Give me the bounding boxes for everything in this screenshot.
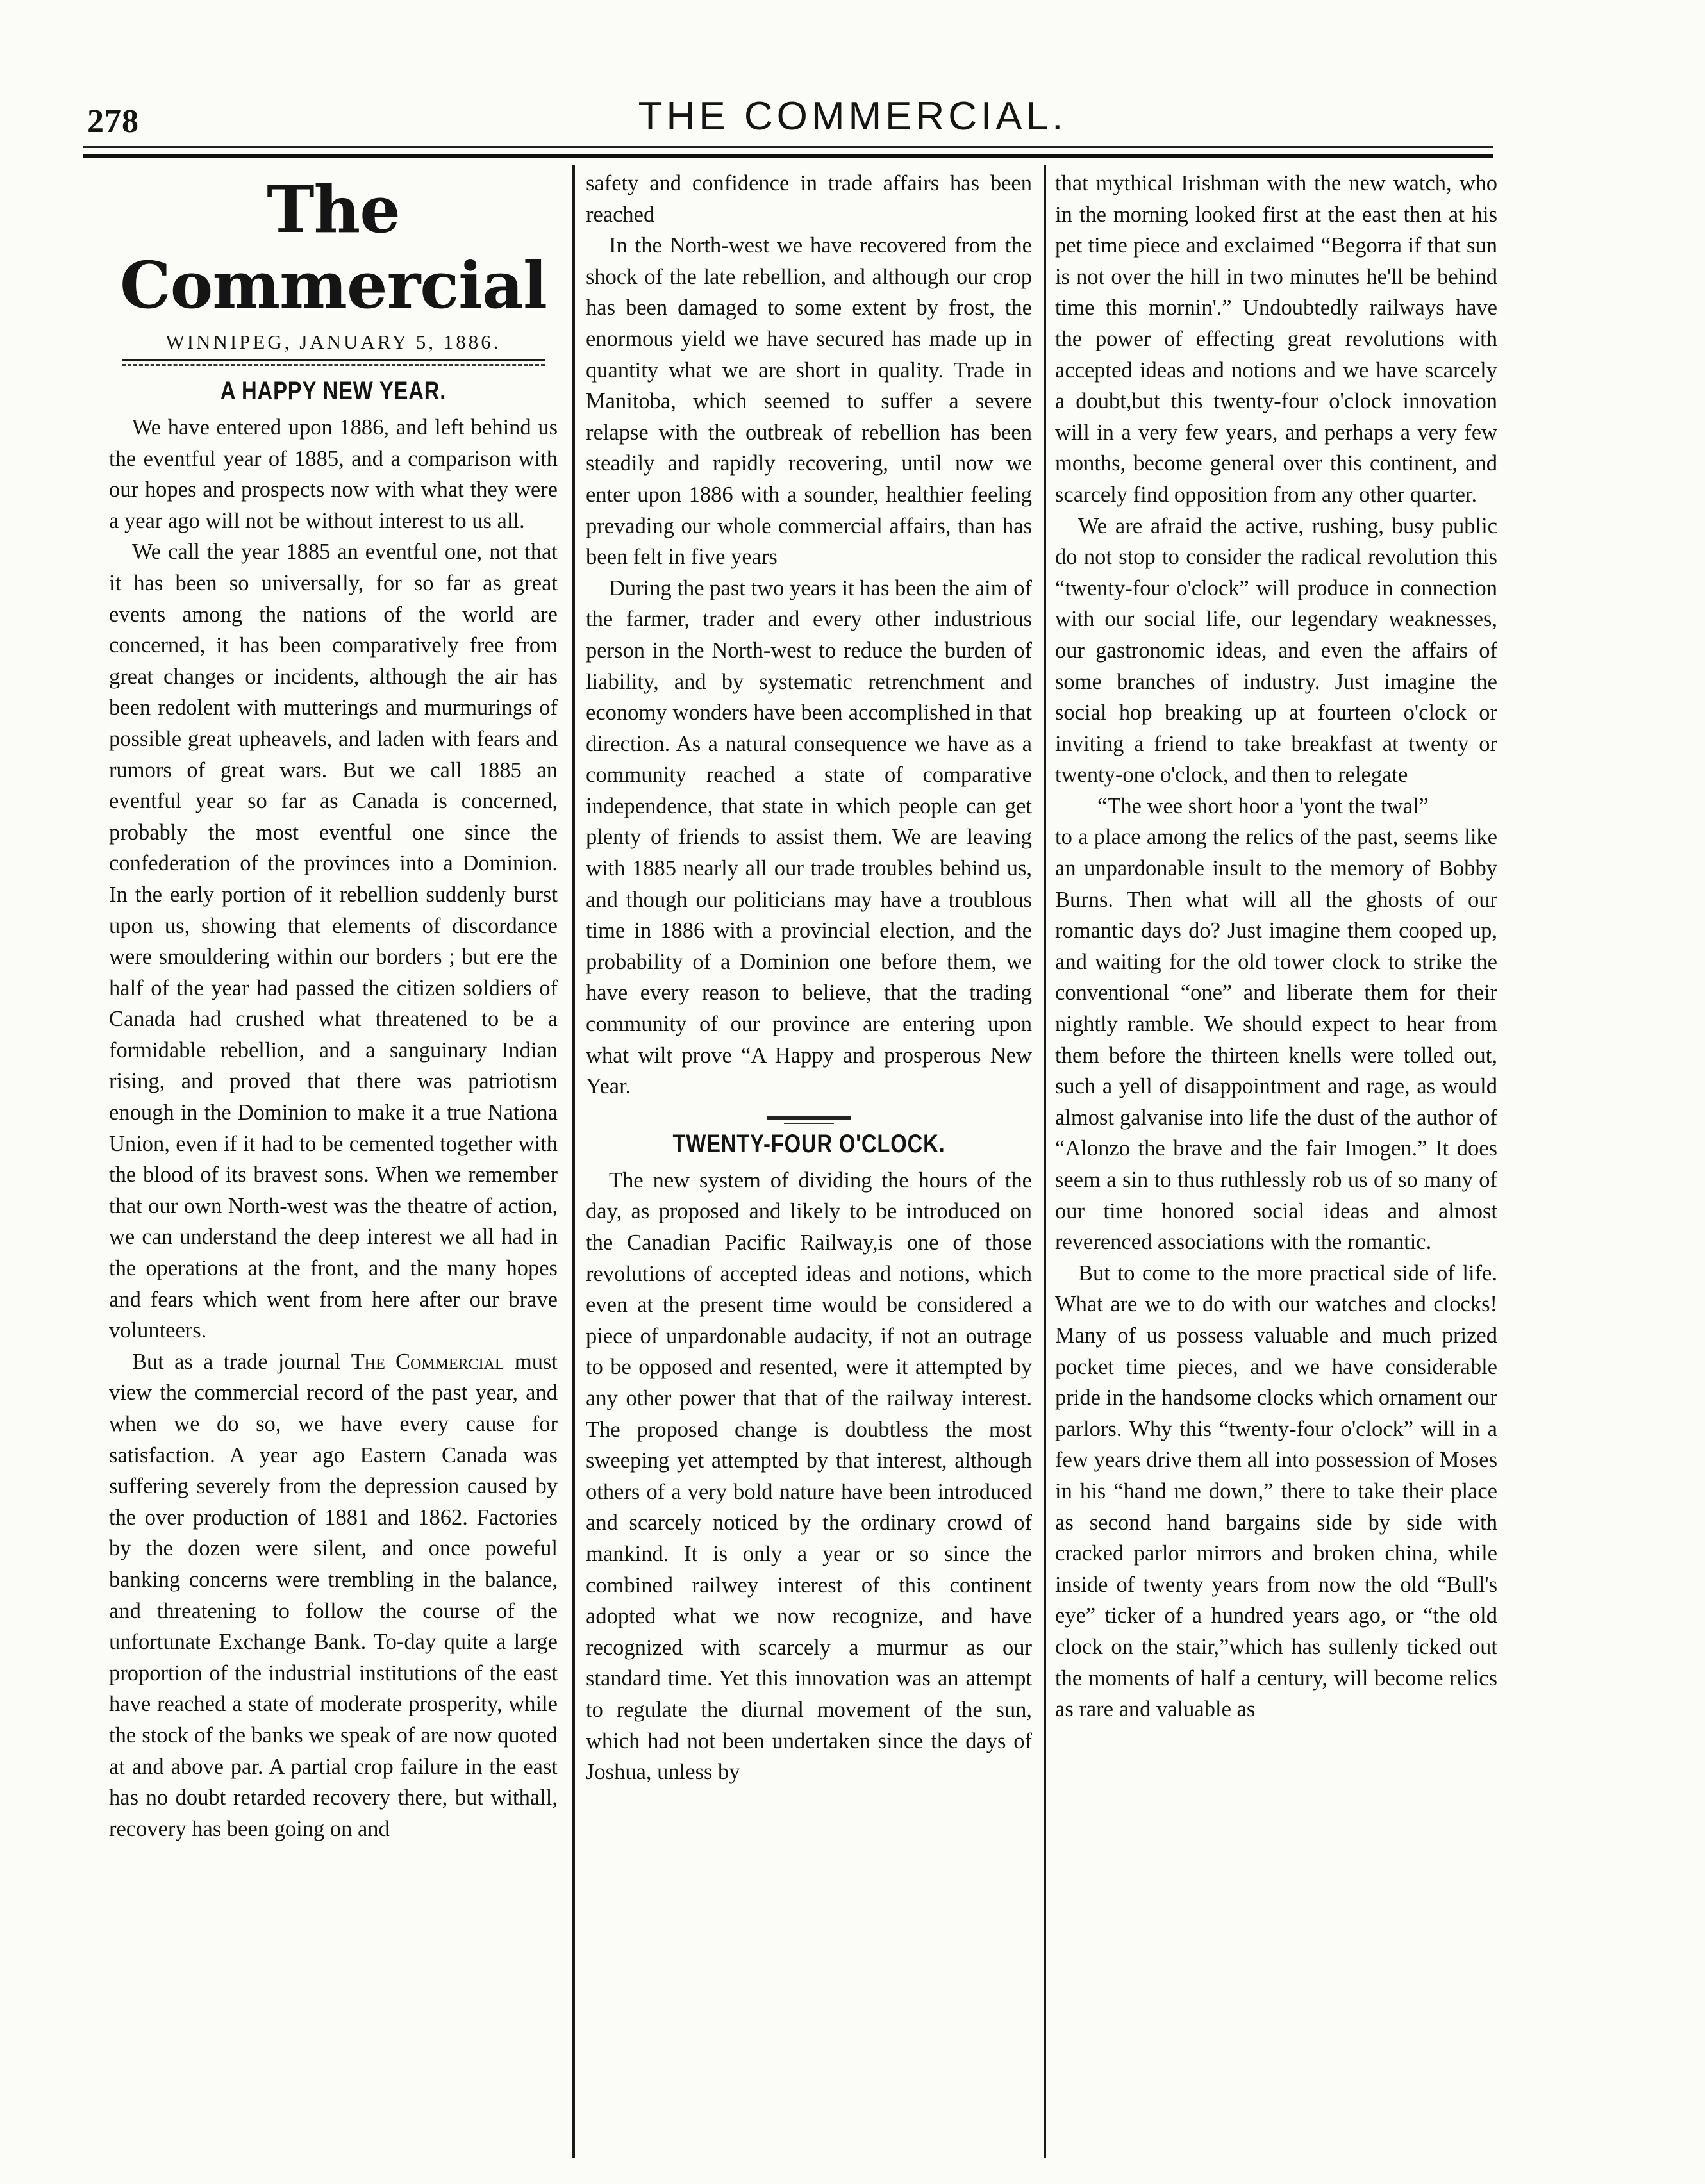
paragraph: We call the year 1885 an eventful one, not that it has been so universally, for so far as great events among the nations of the world are concerned, it has been comparatively free from great changes or incidents, although the air has been redolent with mutterings and murmurings of possible great upheavels, and laden with fears and rumors of great wars. But we call 1885 an eventful year so far as Canada is concerned, probably the most eventful one since the confederation of the provinces into a Dominion. In the early portion of it rebellion suddenly burst upon us, showing that elements of discordance were smouldering within our borders ; but ere the half of the year had passed the citizen soldiers of Canada had crushed what threatened to be a formidable rebellion, and a sanguinary Indian rising, and proved that there was patriotism enough in the Dominion to make it a true Nationa Union, even if it had to be cemented together with the blood of its bravest sons. When we remember that our own North-west was the theatre of action, we can understand the deep interest we all had in the operations at the front, and the many hopes and fears which went from here after our brave volunteers.	[109, 540, 558, 1343]
paragraph-continued: to a place among the relics of the past, seems like an unpardonable insult to the memory of Bobby Burns. Then what will all the ghosts of our romantic days do? Just imagine them cooped up, and waiting for the old tower clock to strike the conventional “one” and liberate them for their nightly ramble. We should expect to hear from them before the thirteen knells were tolled out, such a yell of disappointment and rage, as would almost galvanise into life the dust of the author of “Alonzo the brave and the fair Imogen.” It does seem a sin to thus ruthlessly rob us of so many of our time honored social ideas and almost reverenced associations with the romantic.	[1055, 825, 1497, 1255]
header-rule	[83, 146, 1493, 148]
column-divider	[1044, 165, 1046, 2158]
paragraph: The new system of dividing the hours of the day, as proposed and likely to be introduced on the Canadian Pacific Railway,is one of those revolutions of accepted ideas and notions, which even at the present time would be considered a piece of unpardonable audacity, if not an outrage to be opposed and resented, were it attempted by any other power that that of the railway interest. The proposed change is doubtless the most sweeping yet attempted by that interest, although others of a very bold nature have been introduced and scarcely noticed by the ordinary crowd of mankind. It is only a year or so since the combined railwey interest of this continent adopted what we now recognize, and have recognized with scarcely a murmur as our standard time. Yet this innovation was an attempt to regulate the diurnal movement of the sun, which had not been undertaken since the days of Joshua, unless by	[586, 1168, 1032, 1785]
article-headline: A HAPPY NEW YEAR.	[220, 377, 447, 405]
column-1	[109, 168, 558, 1844]
paragraph: We are afraid the active, rushing, busy public do not stop to consider the radical revolution this “twenty-four o'clock” will produce in connection with our social life, our legendary weaknesses, our gastronomic ideas, and even the affairs of some branches of industry. Just imagine the social hop breaking up at fourteen o'clock or inviting a friend to take breakfast at twenty or twenty-one o'clock, and then to relegate	[1055, 513, 1497, 788]
column-2	[586, 168, 1032, 1788]
column-divider	[572, 165, 575, 2158]
text-run: must view the commercial record of the past year, and when we do so, we have every cause for satisfaction. A year ago Eastern Canada was suffering severely from the depression caused by the over production of 1881 and 1862. Factories by the dozen were silent, and once poweful banking concerns were trembling in the balance, and threatening to follow the course of the unfortunate Exchange Bank. To-day quite a large proportion of the industrial institutions of the east have reached a state of moderate prosperity, while the stock of the banks we speak of are now quoted at and above par. A partial crop failure in the east has no doubt retarded recovery there, but withall, recovery has been going on and	[109, 1349, 558, 1841]
masthead-title: The Commercial	[120, 172, 547, 323]
quotation: “The wee short hoor a 'yont the twal”	[1097, 793, 1429, 818]
paragraph: We have entered upon 1886, and left behind us the eventful year of 1885, and a comparison with our hopes and prospects now with what they were a year ago will not be without interest to us all.	[109, 415, 558, 533]
paragraph-continued: safety and confidence in trade affairs has been reached	[586, 171, 1032, 227]
paragraph: During the past two years it has been the aim of the farmer, trader and every other industrious person in the North-west to reduce the burden of liability, and by systematic retrenchment and economy wonders have been accomplished in that direction. As a natural consequence we have as a community reached a state of comparative independence, that state in which people can get plenty of friends to assist them. We are leaving with 1885 nearly all our trade troubles behind us, and though our politicians may have a troublous time in 1886 with a provincial election, and the probability of a Dominion one before them, we have every reason to believe, that the trading community of our province are entering upon what wilt prove “A Happy and prosperous New Year.	[586, 575, 1032, 1099]
dateline: WINNIPEG, JANUARY 5, 1886.	[122, 329, 545, 361]
running-title: THE COMMERCIAL.	[638, 94, 1067, 138]
header-rule-thick	[83, 154, 1493, 158]
article-headline: TWENTY-FOUR O'CLOCK.	[672, 1129, 945, 1158]
paragraph: But to come to the more practical side of life. What are we to do with our watches and clocks! Many of us possess valuable and much prized pocket time pieces, and we have considerable pride in the handsome clocks which ornament our parlors. Why this “twenty-four o'clock” will in a few years drive them all into possession of Moses in his “hand me down,” there to take their place as second hand bargains side by side with cracked parlor mirrors and broken china, while inside of twenty years from now the old “Bull's eye” ticker of a hundred years ago, or “the old clock on the stair,”which has sullenly ticked out the moments of half a century, will become relics as rare and valuable as	[1055, 1261, 1497, 1722]
paragraph	[109, 1346, 558, 1845]
publication-name: The Commercial	[351, 1349, 504, 1374]
paragraph: In the North-west we have recovered from the shock of the late rebellion, and although our crop has been damaged to some extent by frost, the enormous yield we have secured has made up in quantity what we are short in quality. Trade in Manitoba, which seemed to suffer a severe relapse with the outbreak of rebellion has been steadily and rapidly recovering, until now we enter upon 1886 with a sounder, healthier feeling prevading our whole commercial affairs, than has been felt in five years	[586, 233, 1032, 570]
text-run: But as a trade journal	[132, 1349, 351, 1374]
paragraph-continued: that mythical Irishman with the new watch, who in the morning looked first at the east then at his pet time piece and exclaimed “Begorra if that sun is not over the hill in two minutes he'll be behind time this mornin'.” Undoubtedly railways have the power of effecting great revolutions with accepted ideas and notions and we have scarcely a doubt,but this twenty-four o'clock innovation will in a very few years, and perhaps a very few months, become general over this continent, and scarcely find opposition from any other quarter.	[1055, 171, 1497, 507]
column-3	[1055, 168, 1497, 1725]
page-number: 278	[87, 103, 139, 140]
dateline-rule	[122, 364, 545, 366]
article-separator	[767, 1116, 851, 1124]
